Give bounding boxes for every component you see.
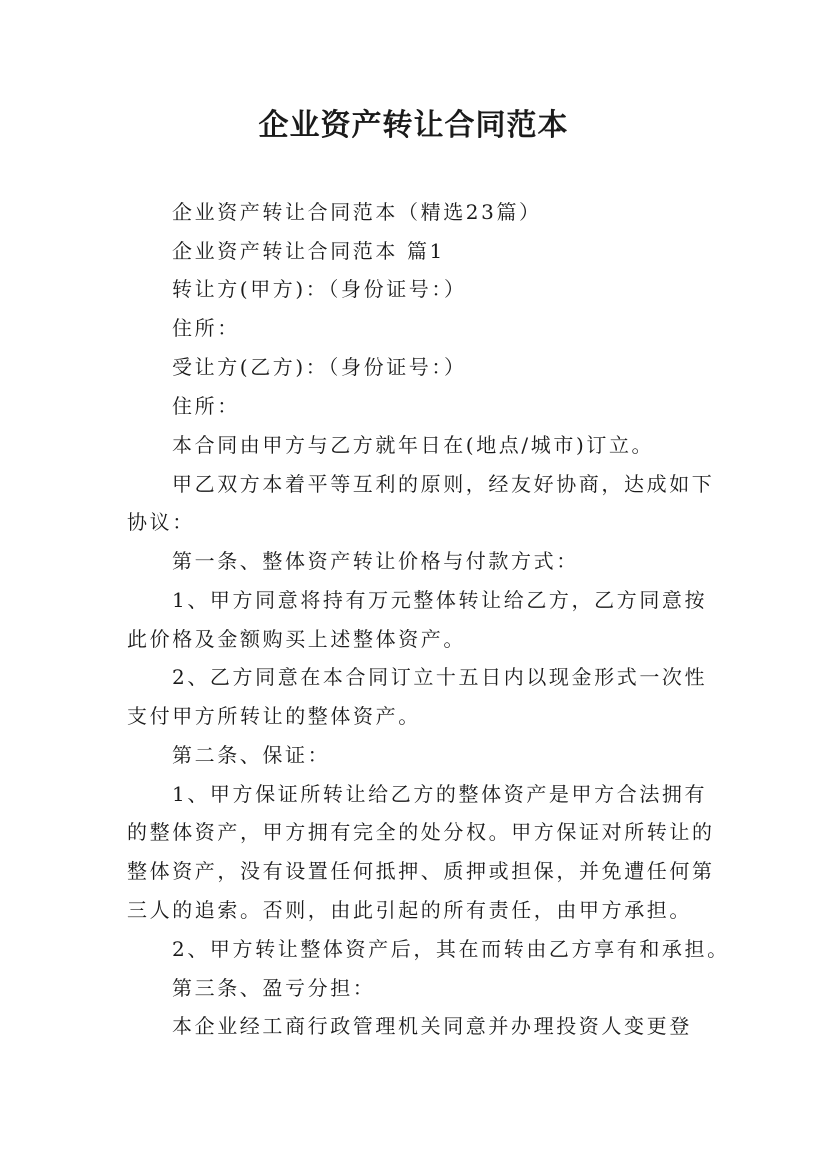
text-line: 协议： <box>127 510 195 534</box>
text-line: 甲乙双方本着平等互利的原则，经友好协商，达成如下 <box>172 472 715 496</box>
text-line: 三人的追索。否则，由此引起的所有责任，由甲方承担。 <box>127 898 692 922</box>
text-line: 的整体资产，甲方拥有完全的处分权。甲方保证对所转让的 <box>127 820 715 844</box>
text-line: 受让方(乙方)：（身份证号：） <box>172 355 467 379</box>
text-line: 1、甲方保证所转让给乙方的整体资产是甲方合法拥有 <box>172 782 708 806</box>
text-line: 本企业经工商行政管理机关同意并办理投资人变更登 <box>172 1014 692 1038</box>
text-line: 支付甲方所转让的整体资产。 <box>127 704 421 728</box>
text-line: 整体资产，没有设置任何抵押、质押或担保，并免遭任何第 <box>127 859 715 883</box>
text-line: 2、乙方同意在本合同订立十五日内以现金形式一次性 <box>172 665 708 689</box>
text-line: 本合同由甲方与乙方就年日在(地点/城市)订立。 <box>172 433 655 457</box>
text-line: 企业资产转让合同范本（精选23篇） <box>172 200 542 224</box>
text-line: 转让方(甲方)：（身份证号：） <box>172 277 467 301</box>
text-line: 第一条、整体资产转让价格与付款方式： <box>172 549 579 573</box>
text-line: 第三条、盈亏分担： <box>172 976 376 1000</box>
document-title: 企业资产转让合同范本 <box>258 108 569 143</box>
text-line: 此价格及金额购买上述整体资产。 <box>127 627 466 651</box>
text-line: 住所： <box>172 394 240 418</box>
text-line: 1、甲方同意将持有万元整体转让给乙方，乙方同意按 <box>172 588 708 612</box>
text-line: 企业资产转让合同范本 篇1 <box>172 239 445 263</box>
text-line: 住所： <box>172 316 240 340</box>
text-line: 2、甲方转让整体资产后，其在而转由乙方享有和承担。 <box>172 937 730 961</box>
text-line: 第二条、保证： <box>172 743 331 767</box>
